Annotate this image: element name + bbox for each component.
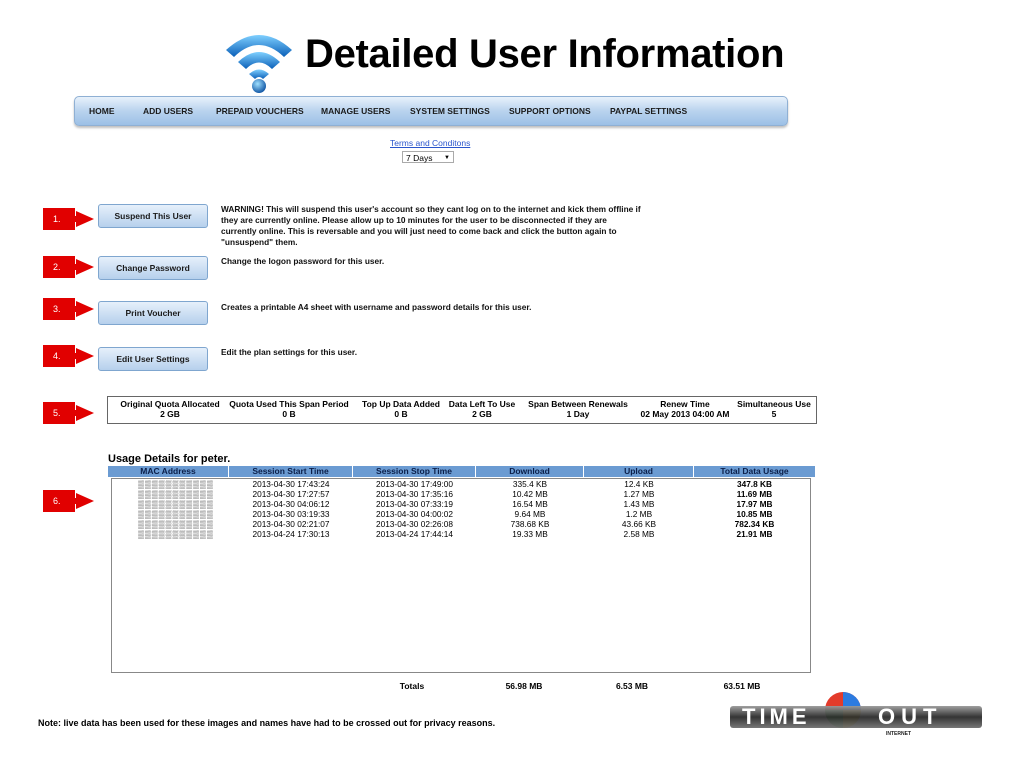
quota-col-span [524, 399, 632, 419]
usage-rows [108, 479, 815, 549]
step-number: 6. [43, 490, 75, 512]
cell-download: 335.4 KB [512, 479, 548, 489]
arrow-right-icon [76, 348, 94, 364]
date-range-select[interactable] [402, 151, 454, 163]
column-header[interactable]: Session Start Time [229, 466, 353, 477]
logo-subtext: INTERNET [886, 731, 911, 737]
column-header: Original Quota Allocated [120, 399, 220, 409]
cell-upload: 1.27 MB [623, 489, 655, 499]
edit-settings-description: Edit the plan settings for this user. [221, 347, 357, 357]
column-header: Span Between Renewals [528, 399, 628, 409]
page-title: Detailed User Information [305, 32, 785, 76]
cell-stop: 2013-04-24 17:44:14 [375, 529, 454, 539]
step-number: 4. [43, 345, 75, 367]
column-header: Renew Time [660, 399, 710, 409]
nav-system-settings[interactable]: SYSTEM SETTINGS [410, 106, 490, 116]
mac-redacted: ▒▒▒▒▒▒▒▒▒▒▒ [138, 519, 214, 529]
terms-link[interactable]: Terms and Conditons [390, 138, 471, 148]
arrow-right-icon [76, 211, 94, 227]
cell-start: 2013-04-30 04:06:12 [252, 499, 330, 509]
mac-redacted: ▒▒▒▒▒▒▒▒▒▒▒ [138, 499, 214, 509]
cell-total: 17.97 MB [736, 499, 773, 509]
quota-col-left [447, 399, 517, 419]
chevron-down-icon: ▼ [444, 155, 450, 161]
privacy-note: Note: live data has been used for these images and names have had to be crossed out for privacy reasons. [38, 718, 496, 728]
step-number: 2. [43, 256, 75, 278]
cell-total: 347.8 KB [736, 479, 773, 489]
table-row [108, 519, 808, 529]
step-marker-1 [43, 206, 103, 232]
timeout-logo [728, 688, 984, 746]
step-marker-3 [43, 296, 103, 322]
column-header[interactable]: Upload [584, 466, 694, 477]
wifi-icon [220, 24, 298, 94]
table-row [108, 509, 808, 519]
column-header: Quota Used This Span Period [229, 399, 349, 409]
cell-value: 2 GB [160, 409, 180, 419]
arrow-right-icon [76, 405, 94, 421]
cell-download: 9.64 MB [514, 509, 546, 519]
column-header[interactable]: Total Data Usage [720, 466, 789, 476]
cell-value: 1 Day [566, 409, 590, 419]
quota-col-renew [634, 399, 736, 419]
cell-download: 19.33 MB [512, 529, 548, 539]
quota-col-original [114, 399, 226, 419]
suspend-description: WARNING! This will suspend this user's account so they cant log on to the internet and kick them offline if they are currently online. Please allow up to 10 minutes for the user to be disconnected if they are currently online. This is reversable and you will just need to come back and click the button again to "unsuspend" them. [221, 204, 641, 247]
arrow-right-icon [76, 301, 94, 317]
nav-manage-users[interactable]: MANAGE USERS [321, 106, 391, 116]
cell-upload: 1.2 MB [625, 509, 653, 519]
step-number: 5. [43, 402, 75, 424]
cell-start: 2013-04-30 03:19:33 [252, 509, 330, 519]
totals-label: Totals [399, 681, 425, 691]
cell-upload: 2.58 MB [623, 529, 655, 539]
cell-stop: 2013-04-30 07:33:19 [375, 499, 454, 509]
nav-home[interactable]: HOME [89, 106, 115, 116]
mac-redacted: ▒▒▒▒▒▒▒▒▒▒▒ [138, 489, 214, 499]
totals-download: 56.98 MB [505, 681, 543, 691]
cell-download: 16.54 MB [512, 499, 548, 509]
cell-start: 2013-04-30 02:21:07 [252, 519, 330, 529]
totals-upload: 6.53 MB [615, 681, 649, 691]
logo-word-1: TIME [742, 704, 811, 729]
main-nav [74, 96, 788, 126]
step-marker-5 [43, 400, 103, 426]
nav-prepaid-vouchers[interactable]: PREPAID VOUCHERS [216, 106, 304, 116]
cell-value: 0 B [394, 409, 408, 419]
cell-stop: 2013-04-30 17:49:00 [375, 479, 454, 489]
cell-start: 2013-04-24 17:30:13 [252, 529, 330, 539]
edit-user-settings-button[interactable]: Edit User Settings [98, 347, 208, 371]
nav-add-users[interactable]: ADD USERS [143, 106, 194, 116]
cell-upload: 12.4 KB [624, 479, 654, 489]
quota-table [107, 396, 817, 424]
arrow-right-icon [76, 259, 94, 275]
cell-stop: 2013-04-30 04:00:02 [375, 509, 454, 519]
cell-total: 782.34 KB [734, 519, 775, 529]
cell-value: 0 B [282, 409, 296, 419]
column-header[interactable]: Download [476, 466, 584, 477]
column-header: Simultaneous Use [737, 399, 811, 409]
step-number: 3. [43, 298, 75, 320]
table-row [108, 479, 808, 489]
cell-upload: 1.43 MB [623, 499, 655, 509]
cell-total: 21.91 MB [736, 529, 773, 539]
cell-start: 2013-04-30 17:27:57 [252, 489, 330, 499]
step-marker-4 [43, 343, 103, 369]
cell-value: 5 [771, 409, 777, 419]
cell-stop: 2013-04-30 17:35:16 [375, 489, 454, 499]
change-password-description: Change the logon password for this user. [221, 256, 385, 266]
cell-total: 11.69 MB [736, 489, 773, 499]
column-header: Data Left To Use [448, 399, 516, 409]
cell-value: 2 GB [472, 409, 492, 419]
cell-download: 10.42 MB [512, 489, 548, 499]
quota-col-topup [360, 399, 442, 419]
suspend-user-button[interactable]: Suspend This User [98, 204, 208, 228]
table-row [108, 499, 808, 509]
nav-support-options[interactable]: SUPPORT OPTIONS [509, 106, 591, 116]
change-password-button[interactable]: Change Password [98, 256, 208, 280]
cell-stop: 2013-04-30 02:26:08 [375, 519, 454, 529]
step-marker-6 [43, 488, 103, 514]
date-range-value: 7 Days [406, 153, 433, 163]
table-row [108, 529, 808, 539]
logo-word-2: OUT [878, 704, 943, 729]
usage-table-header [108, 466, 815, 477]
quota-col-used [228, 399, 350, 419]
column-header: Top Up Data Added [362, 399, 440, 409]
mac-redacted: ▒▒▒▒▒▒▒▒▒▒▒ [138, 509, 214, 519]
mac-redacted: ▒▒▒▒▒▒▒▒▒▒▒ [138, 529, 214, 539]
table-row [108, 489, 808, 499]
step-number: 1. [43, 208, 75, 230]
nav-paypal-settings[interactable]: PAYPAL SETTINGS [610, 106, 688, 116]
cell-value: 02 May 2013 04:00 AM [640, 409, 730, 419]
column-header[interactable]: MAC Address [108, 466, 229, 477]
cell-download: 738.68 KB [510, 519, 550, 529]
cell-upload: 43.66 KB [621, 519, 657, 529]
quota-col-simultaneous [736, 399, 812, 419]
mac-redacted: ▒▒▒▒▒▒▒▒▒▒▒ [138, 479, 214, 489]
cell-start: 2013-04-30 17:43:24 [252, 479, 330, 489]
cell-total: 10.85 MB [736, 509, 773, 519]
print-voucher-description: Creates a printable A4 sheet with username and password details for this user. [221, 302, 532, 312]
totals-usage: 63.51 MB [723, 681, 761, 691]
column-header[interactable]: Session Stop Time [353, 466, 476, 477]
usage-heading: Usage Details for peter. [108, 453, 231, 465]
step-marker-2 [43, 254, 103, 280]
arrow-right-icon [76, 493, 94, 509]
print-voucher-button[interactable]: Print Voucher [98, 301, 208, 325]
